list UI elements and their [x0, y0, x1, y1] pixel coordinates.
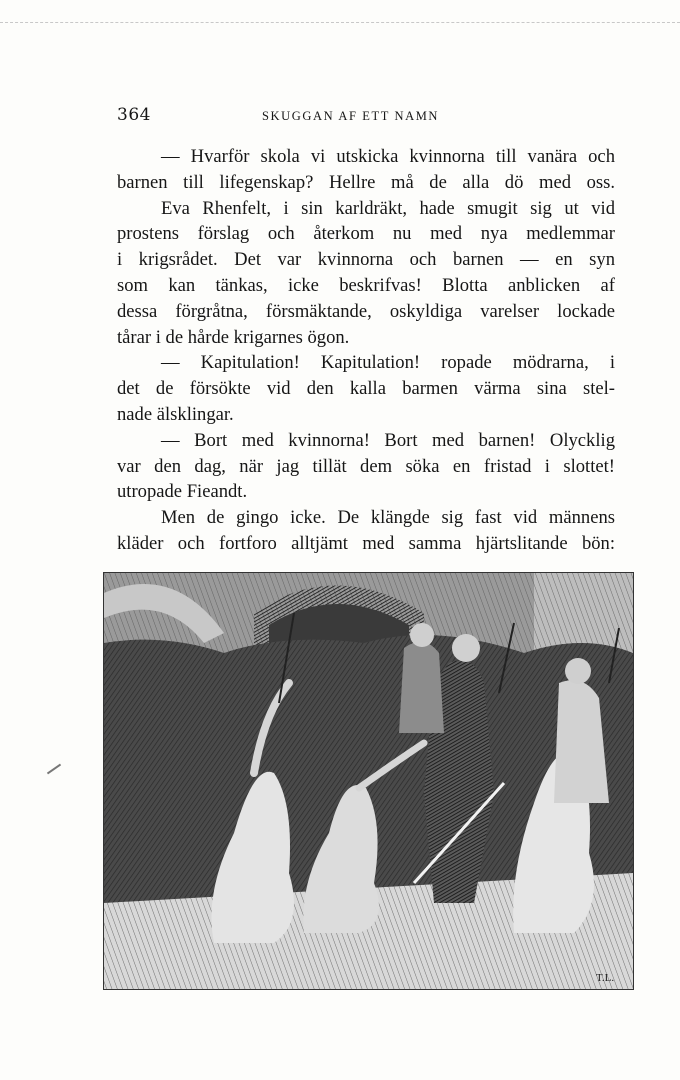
text-line: dessa förgråtna, försmäktande, oskyldiga varelser lockade: [117, 300, 615, 322]
text-line: som kan tänkas, icke beskrifvas! Blotta anblicken af: [117, 274, 615, 296]
text-line: det de försökte vid den kalla barmen värma sina stel-: [117, 378, 615, 400]
text-line: Eva Rhenfelt, i sin karldräkt, hade smugit sig ut vid: [161, 197, 615, 219]
text-line: Men de gingo icke. De klängde sig fast vid männens: [161, 507, 615, 529]
engraving-scene: [104, 573, 633, 989]
text-line: — Hvarför skola vi utskicka kvinnorna till vanära och: [161, 146, 615, 167]
text-line: kläder och fortforo alltjämt med samma hjärtslitande bön:: [117, 532, 615, 554]
page-number: 364: [117, 105, 151, 125]
text-line: var den dag, när jag tillät dem söka en fristad i slottet!: [117, 455, 615, 477]
scan-edge-rule: [0, 22, 680, 23]
text-line: — Bort med kvinnorna! Bort med barnen! Olycklig: [161, 429, 615, 451]
running-title: SKUGGAN AF ETT NAMN: [262, 109, 440, 123]
artist-signature: T.L.: [596, 972, 615, 984]
text-line: tårar i de hårde krigarnes ögon.: [117, 326, 350, 348]
text-line: — Kapitulation! Kapitulation! ropade mödrarna, i: [161, 352, 615, 374]
engraving-illustration: [103, 572, 634, 990]
page-header: [117, 105, 617, 129]
body-text: [117, 144, 615, 557]
text-line: prostens förslag och återkom nu med nya medlemmar: [117, 223, 615, 245]
text-line: utropade Fieandt.: [117, 481, 248, 503]
text-line: barnen till lifegenskap? Hellre må de alla dö med oss.: [117, 171, 615, 193]
text-line: nade älsklingar.: [117, 403, 234, 425]
margin-pencil-mark: [47, 764, 61, 775]
text-line: i krigsrådet. Det var kvinnorna och barnen — en syn: [117, 249, 615, 271]
